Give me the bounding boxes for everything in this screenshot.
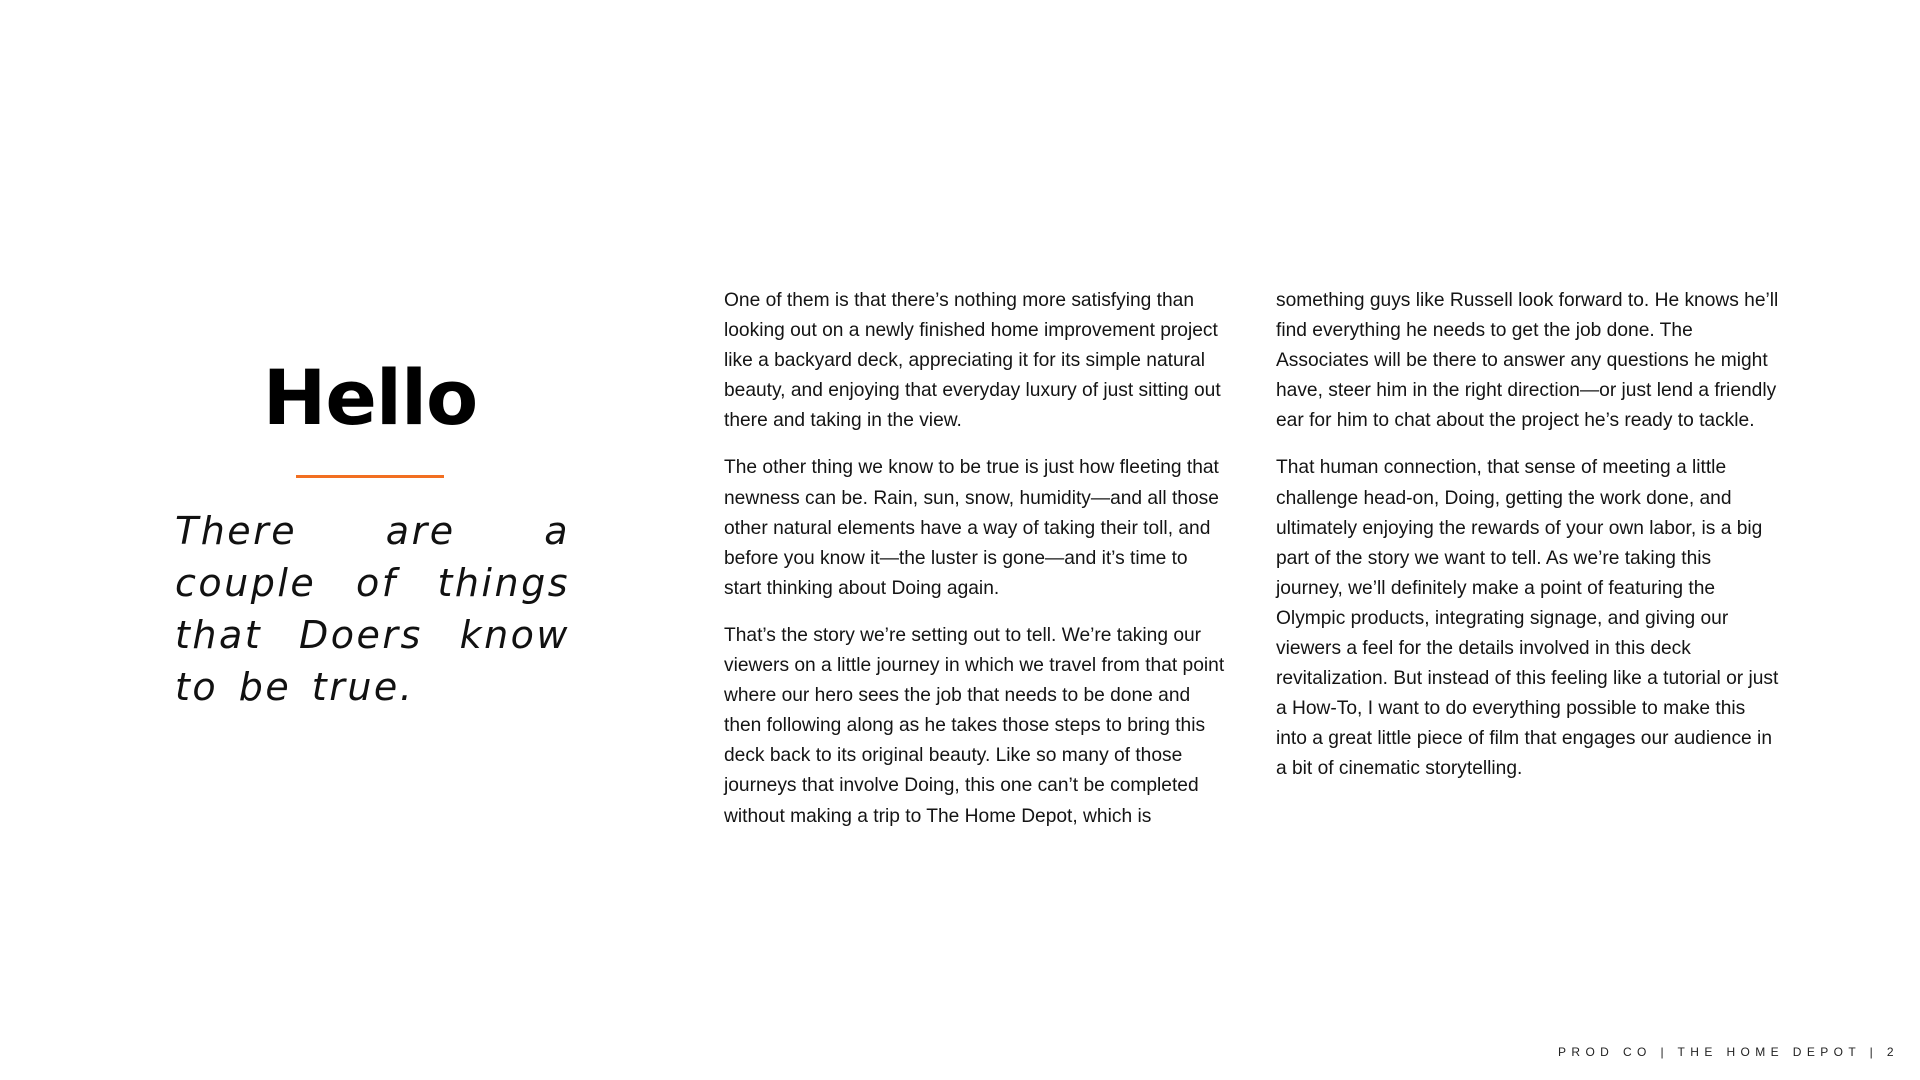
body-paragraph: That human connection, that sense of meeting a little challenge head-on, Doing, getting the work done, and ultimately enjoying the rewards of your own labor, is a big part of the story we want to tell. As we’re taking this journey, we’ll definitely make a point of featuring the Olympic products, integrating signage, and giving our viewers a feel for the details involved in this deck revitalization. But instead of this feeling like a tutorial or just a How-To, I want to do everything possible to make this into a great little piece of film that engages our audience in a bit of cinematic storytelling.	[1276, 457, 1779, 780]
body-column-left	[724, 286, 1229, 849]
body-paragraph: The other thing we know to be true is just how fleeting that newness can be. Rain, sun, snow, humidity—and all those other natural elements have a way of taking their toll, and before you know it—the luster is gone—and it’s time to start thinking about Doing again.	[724, 457, 1219, 599]
body-paragraph: something guys like Russell look forward to. He knows he’ll find everything he needs to get the job done. The Associates will be there to answer any questions he might have, steer him in the right direction—or just lend a friendly ear for him to chat about the project he’s ready to tackle.	[1276, 290, 1779, 432]
accent-divider	[296, 475, 444, 478]
body-paragraph: That’s the story we’re setting out to tell. We’re taking our viewers on a little journey in which we travel from that point where our hero sees the job that needs to be done and then following along as he takes those steps to bring this deck back to its original beauty. Like so many of those journeys that involve Doing, this one can’t be completed without making a trip to The Home Depot, which is	[724, 624, 1225, 827]
page-title: Hello	[262, 353, 478, 442]
page-footer: PROD CO | THE HOME DEPOT | 2	[1557, 1045, 1899, 1059]
body-column-right	[1276, 286, 1781, 802]
body-paragraph: One of them is that there’s nothing more satisfying than looking out on a newly finished home improvement project like a backyard deck, appreciating it for its simple natural beauty, and enjoying that everyday luxury of just sitting out there and taking in the view.	[724, 290, 1221, 432]
tagline: There are a couple of things that Doers know to be true.	[175, 509, 570, 709]
